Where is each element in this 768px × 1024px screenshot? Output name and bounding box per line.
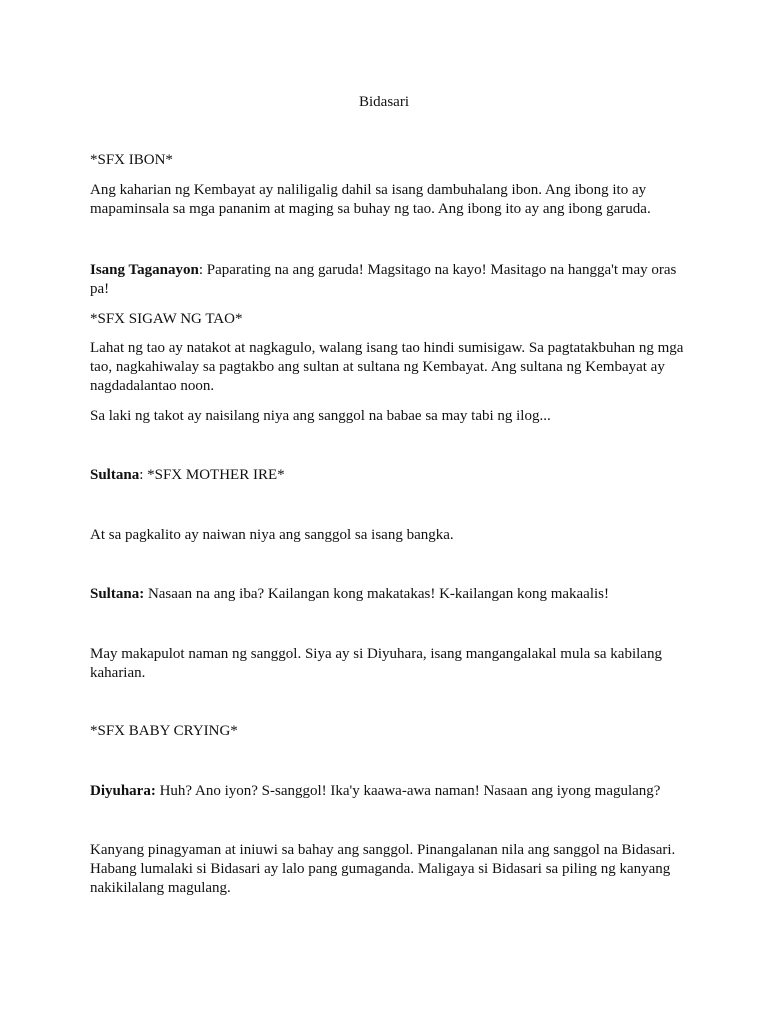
- sfx-sigaw-line: *SFX SIGAW NG TAO*: [90, 311, 243, 327]
- narration-paragraph: Kanyang pinagyaman at iniuwi sa bahay ang sanggol. Pinangalanan nila ang sanggol na Bidasari. Habang lumalaki si Bidasari ay lalo pang gumaganda. Maligaya si Bidasari sa piling ng kanyang nakikilalang magulang.: [90, 842, 676, 896]
- dialogue-text: : Paparating na ang garuda! Magsitago na kayo! Masitago na hangga't may oras pa!: [90, 262, 677, 297]
- speaker-name: Isang Taganayon: [90, 262, 199, 278]
- dialogue-line: [90, 261, 690, 299]
- sfx-baby-line: *SFX BABY CRYING*: [90, 723, 238, 739]
- dialogue-line: [90, 782, 690, 801]
- narration-paragraph: Sa laki ng takot ay naisilang niya ang sanggol na babae sa may tabi ng ilog...: [90, 408, 551, 424]
- speaker-name: Sultana:: [90, 586, 145, 602]
- dialogue-text: : *SFX MOTHER IRE*: [139, 467, 285, 483]
- dialogue-line: [90, 585, 690, 604]
- sfx-ibon-line: *SFX IBON*: [90, 152, 173, 168]
- narration-paragraph: At sa pagkalito ay naiwan niya ang sanggol sa isang bangka.: [90, 527, 454, 543]
- dialogue-text: Huh? Ano iyon? S-sanggol! Ika'y kaawa-awa naman! Nasaan ang iyong magulang?: [155, 783, 661, 799]
- document-title: Bidasari: [359, 94, 409, 110]
- narration-paragraph: May makapulot naman ng sanggol. Siya ay si Diyuhara, isang mangangalakal mula sa kabilang kaharian.: [90, 646, 662, 681]
- speaker-name: Diyuhara:: [90, 783, 156, 799]
- narration-paragraph: Lahat ng tao ay natakot at nagkagulo, walang isang tao hindi sumisigaw. Sa pagtatakbuhan ng mga tao, nagkahiwalay sa pagtakbo ang sultan at sultana ng Kembayat. Ang sultana ng Kembayat ay nagdadalantao noon.: [90, 340, 684, 394]
- dialogue-text: Nasaan na ang iba? Kailangan kong makatakas! K-kailangan kong makaalis!: [144, 586, 610, 602]
- dialogue-line: [90, 466, 690, 485]
- narration-paragraph: Ang kaharian ng Kembayat ay naliligalig dahil sa isang dambuhalang ibon. Ang ibong ito ay mapaminsala sa mga pananim at maging sa buhay ng tao. Ang ibong ito ay ang ibong garuda.: [90, 182, 651, 217]
- speaker-name: Sultana: [90, 467, 140, 483]
